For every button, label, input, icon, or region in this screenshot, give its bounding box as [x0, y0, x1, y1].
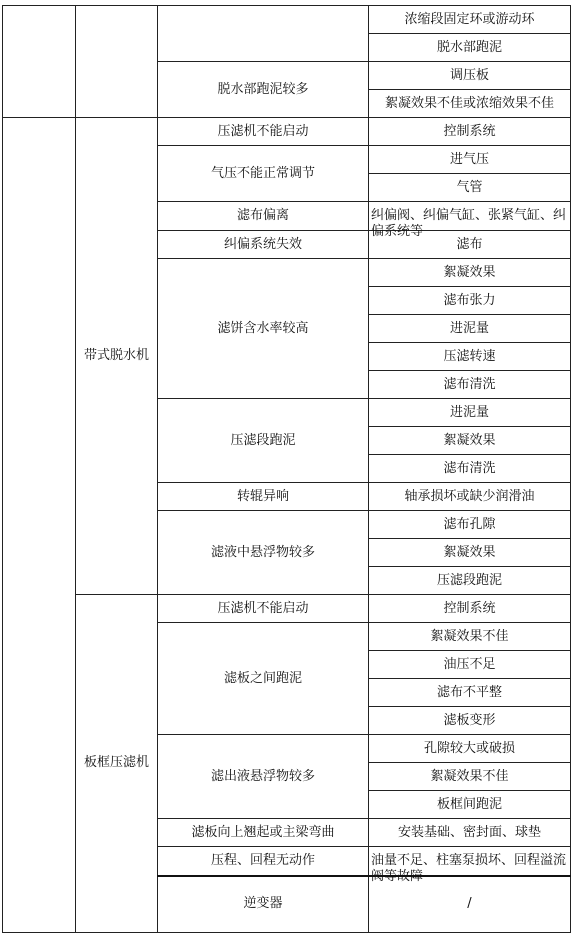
category-cell-continued: [3, 6, 76, 118]
cause-cell: 气管: [369, 174, 571, 202]
cause-cell: 调压板: [369, 62, 571, 90]
cause-cell: 滤布张力: [369, 287, 571, 315]
cause-cell: 絮凝效果不佳或浓缩效果不佳: [369, 90, 571, 118]
fault-cell: 纠偏系统失效: [158, 231, 369, 259]
cause-cell: 进气压: [369, 146, 571, 174]
cause-cell-overflow: 油量不足、柱塞泵损坏、回程溢流阀等故障: [369, 847, 571, 877]
fault-cell: 气压不能正常调节: [158, 146, 369, 202]
fault-cell: 滤板之间跑泥: [158, 623, 369, 735]
cause-cell: 滤布清洗: [369, 455, 571, 483]
cause-cell: 控制系统: [369, 118, 571, 146]
fault-cell: 滤饼含水率较高: [158, 259, 369, 399]
fault-cause-table: [2, 5, 571, 933]
fault-cell: 压滤机不能启动: [158, 118, 369, 146]
cause-cell: 进泥量: [369, 315, 571, 343]
fault-cell: 转辊异响: [158, 483, 369, 511]
fault-cell: 脱水部跑泥较多: [158, 62, 369, 118]
fault-cell: 压程、回程无动作: [158, 847, 369, 877]
cause-cell: 滤布: [369, 231, 571, 259]
cause-cell: 絮凝效果: [369, 539, 571, 567]
cause-cell: 压滤段跑泥: [369, 567, 571, 595]
fault-cell: 压滤段跑泥: [158, 399, 369, 483]
table-row: [3, 118, 571, 146]
cause-cell: 絮凝效果: [369, 427, 571, 455]
equipment-cell-inverter: /: [369, 876, 571, 932]
cause-cell: 滤布孔隙: [369, 511, 571, 539]
table-row: [3, 595, 571, 623]
equipment-cell-belt: 带式脱水机: [76, 118, 158, 595]
cause-cell: 进泥量: [369, 399, 571, 427]
cause-cell: 安装基础、密封面、球垫: [369, 819, 571, 847]
cause-cell: 滤板变形: [369, 707, 571, 735]
table-row: [3, 6, 571, 34]
cause-cell: 脱水部跑泥: [369, 34, 571, 62]
cause-cell: 絮凝效果不佳: [369, 623, 571, 651]
cause-cell: 絮凝效果: [369, 259, 571, 287]
cause-cell: 浓缩段固定环或游动环: [369, 6, 571, 34]
category-cell-continued: [3, 118, 76, 933]
cause-cell: 絮凝效果不佳: [369, 763, 571, 791]
cause-cell: 控制系统: [369, 595, 571, 623]
cause-cell: 滤布清洗: [369, 371, 571, 399]
cause-cell: 轴承损坏或缺少润滑油: [369, 483, 571, 511]
fault-cell: 压滤机不能启动: [158, 595, 369, 623]
fault-cell: 滤布偏离: [158, 202, 369, 231]
category-cell-inverter: 逆变器: [158, 876, 369, 932]
cause-cell: 油压不足: [369, 651, 571, 679]
fault-cell: 滤出液悬浮物较多: [158, 735, 369, 819]
fault-cell-continued: [158, 6, 369, 62]
equipment-cell-plate: 板框压滤机: [76, 595, 158, 933]
equipment-cell-continued: [76, 6, 158, 118]
fault-cell: 滤液中悬浮物较多: [158, 511, 369, 595]
cause-cell: 滤布不平整: [369, 679, 571, 707]
cause-cell: 板框间跑泥: [369, 791, 571, 819]
cause-cell-overflow: 纠偏阀、纠偏气缸、张紧气缸、纠偏系统等: [369, 202, 571, 231]
cause-cell: 孔隙较大或破损: [369, 735, 571, 763]
fault-cell: 滤板向上翘起或主梁弯曲: [158, 819, 369, 847]
cause-cell: 压滤转速: [369, 343, 571, 371]
